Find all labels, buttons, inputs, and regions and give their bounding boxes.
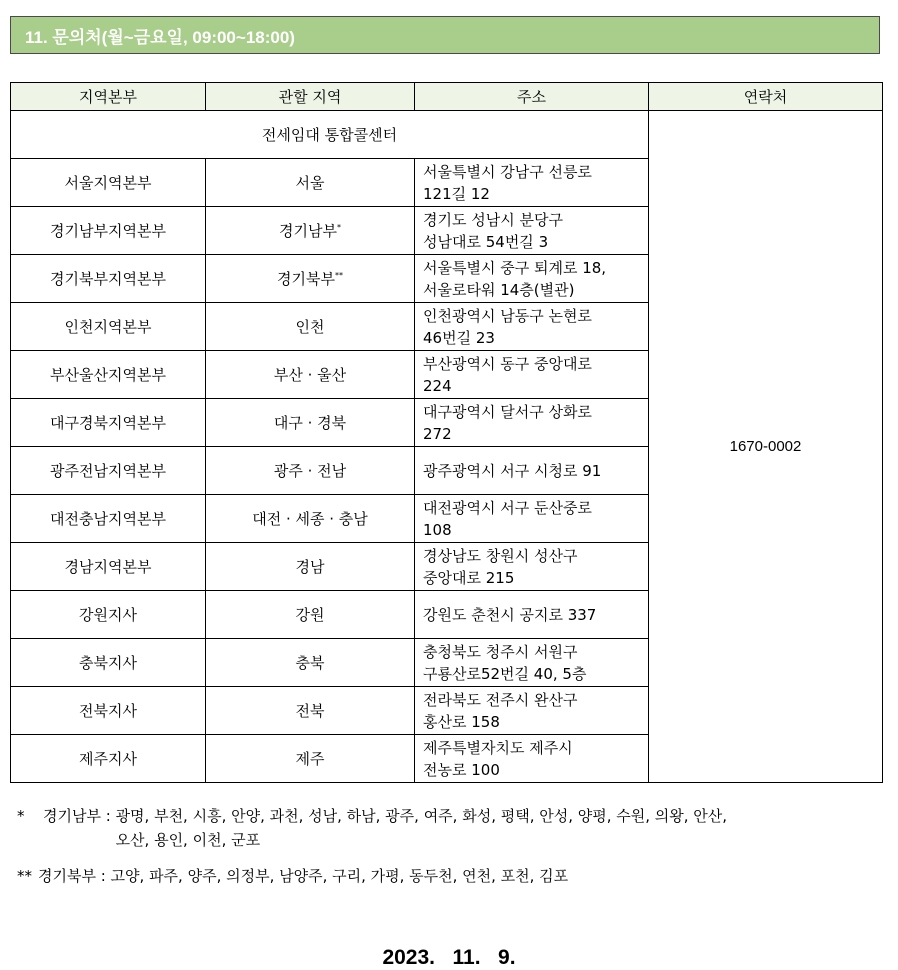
address — [415, 495, 649, 543]
jurisdiction-area — [206, 399, 415, 447]
footnote-mark: ** — [17, 867, 32, 885]
address-line: 121길 12 — [423, 184, 490, 203]
address-line: 108 — [423, 520, 452, 539]
area-name: 경기북부 — [277, 270, 335, 288]
address — [415, 591, 649, 639]
jurisdiction-area — [206, 255, 415, 303]
area-name: 경기남부 — [279, 222, 337, 240]
footnote-north — [17, 864, 885, 888]
address — [415, 303, 649, 351]
footnote-text: 경기북부 : 고양, 파주, 양주, 의정부, 남양주, 구리, 가평, 동두천, 연천, 포천, 김포 — [38, 867, 569, 885]
address — [415, 159, 649, 207]
area-name: 인천 — [295, 318, 325, 336]
area-name: 강원 — [295, 606, 325, 624]
branch-name: 제주지사 — [11, 735, 206, 783]
jurisdiction-area — [206, 447, 415, 495]
branch-name: 강원지사 — [11, 591, 206, 639]
address-line: 전농로 100 — [423, 760, 500, 779]
header-area: 관할 지역 — [206, 83, 415, 111]
contact-phone: 1670-0002 — [649, 111, 883, 783]
address — [415, 207, 649, 255]
footnote-south — [17, 804, 885, 852]
branch-name: 부산울산지역본부 — [11, 351, 206, 399]
address-line: 홍산로 158 — [423, 712, 500, 731]
address — [415, 399, 649, 447]
branch-name: 대전충남지역본부 — [11, 495, 206, 543]
address-line: 충청북도 청주시 서원구 — [423, 642, 578, 661]
address — [415, 543, 649, 591]
area-name: 제주 — [295, 750, 325, 768]
branch-name: 충북지사 — [11, 639, 206, 687]
address — [415, 255, 649, 303]
branch-name: 경기남부지역본부 — [11, 207, 206, 255]
call-center-row — [11, 111, 883, 159]
area-name: 대구 · 경북 — [273, 414, 347, 432]
branch-name: 대구경북지역본부 — [11, 399, 206, 447]
footnote-marker: * — [336, 223, 341, 232]
area-name: 경남 — [295, 558, 325, 576]
header-address: 주소 — [415, 83, 649, 111]
address-line: 서울특별시 중구 퇴계로 18, — [423, 258, 607, 277]
area-name: 전북 — [295, 702, 325, 720]
section-title: 11. 문의처(월~금요일, 09:00~18:00) — [25, 27, 295, 47]
footnote-label: 경기남부 : — [43, 807, 116, 825]
address-line: 대구광역시 달서구 상화로 — [423, 402, 592, 421]
footnote-mark: * — [17, 807, 25, 825]
area-name: 부산 · 울산 — [273, 366, 347, 384]
jurisdiction-area — [206, 351, 415, 399]
address-line: 광주광역시 서구 시청로 91 — [423, 461, 602, 480]
address-line: 대전광역시 서구 둔산중로 — [423, 498, 592, 517]
address — [415, 687, 649, 735]
branch-name: 인천지역본부 — [11, 303, 206, 351]
contact-table — [10, 82, 883, 783]
jurisdiction-area — [206, 735, 415, 783]
jurisdiction-area — [206, 687, 415, 735]
branch-name: 서울지역본부 — [11, 159, 206, 207]
address — [415, 735, 649, 783]
jurisdiction-area — [206, 543, 415, 591]
address-line: 성남대로 54번길 3 — [423, 232, 549, 251]
footnote-list-line2: 오산, 용인, 이천, 군포 — [115, 831, 261, 849]
address-line: 제주특별자치도 제주시 — [423, 738, 573, 757]
address — [415, 639, 649, 687]
branch-name: 광주전남지역본부 — [11, 447, 206, 495]
table-header-row — [11, 83, 883, 111]
address-line: 224 — [423, 376, 452, 395]
header-branch: 지역본부 — [11, 83, 206, 111]
area-name: 대전 · 세종 · 충남 — [252, 510, 368, 528]
address-line: 강원도 춘천시 공지로 337 — [423, 605, 597, 624]
address-line: 272 — [423, 424, 452, 443]
jurisdiction-area — [206, 207, 415, 255]
jurisdiction-area — [206, 495, 415, 543]
address-line: 부산광역시 동구 중앙대로 — [423, 354, 592, 373]
header-contact: 연락처 — [649, 83, 883, 111]
address-line: 구룡산로52번길 40, 5층 — [423, 664, 587, 683]
address-line: 중앙대로 215 — [423, 568, 515, 587]
footnote-marker: ** — [334, 271, 343, 280]
area-name: 충북 — [295, 654, 325, 672]
address-line: 서울로타워 14층(별관) — [423, 280, 575, 299]
address-line: 인천광역시 남동구 논현로 — [423, 306, 592, 325]
jurisdiction-area — [206, 639, 415, 687]
jurisdiction-area — [206, 303, 415, 351]
jurisdiction-area — [206, 159, 415, 207]
jurisdiction-area — [206, 591, 415, 639]
area-name: 광주 · 전남 — [273, 462, 347, 480]
footnote-list-line1: 광명, 부천, 시흥, 안양, 과천, 성남, 하남, 광주, 여주, 화성, 평택, 안성, 양평, 수원, 의왕, 안산, — [115, 807, 728, 825]
address-line: 경기도 성남시 분당구 — [423, 210, 563, 229]
area-name: 서울 — [295, 174, 325, 192]
address-line: 46번길 23 — [423, 328, 495, 347]
branch-name: 경남지역본부 — [11, 543, 206, 591]
document-date: 2023. 11. 9. — [382, 946, 516, 969]
branch-name: 전북지사 — [11, 687, 206, 735]
address-line: 경상남도 창원시 성산구 — [423, 546, 578, 565]
address-line: 서울특별시 강남구 선릉로 — [423, 162, 592, 181]
address-line: 전라북도 전주시 완산구 — [423, 690, 578, 709]
branch-name: 경기북부지역본부 — [11, 255, 206, 303]
section-header — [10, 16, 880, 54]
footnotes — [17, 804, 885, 888]
call-center-label: 전세임대 통합콜센터 — [11, 111, 649, 159]
address — [415, 351, 649, 399]
address — [415, 447, 649, 495]
